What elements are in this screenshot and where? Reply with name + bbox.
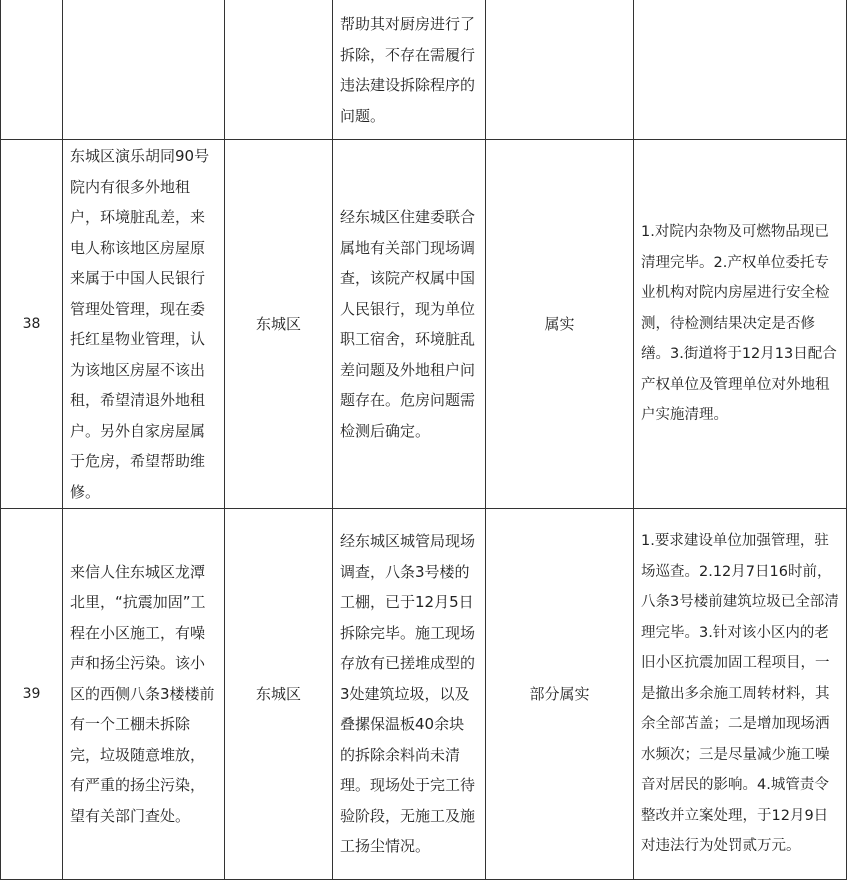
investigation-findings: 帮助其对厨房进行了拆除，不存在需履行违法建设拆除程序的问题。 [333,0,486,140]
row-number [1,0,63,140]
district: 东城区 [225,140,333,509]
verification-result: 属实 [486,140,634,509]
investigation-findings: 经东城区住建委联合属地有关部门现场调查，该院产权属中国人民银行，现为单位职工宿舍，环境脏乱差问题及外地租户问题存在。危房问题需检测后确定。 [333,140,486,509]
row-number: 38 [1,140,63,509]
complaint-content [63,0,225,140]
rectification-measures: 1.对院内杂物及可燃物品现已清理完毕。2.产权单位委托专业机构对院内房屋进行安全检测，待检测结果决定是否修缮。3.街道将于12月13日配合产权单位及管理单位对外地租户实施清理。 [634,140,847,509]
table-row [1,0,847,140]
complaint-content: 来信人住东城区龙潭北里，“抗震加固”工程在小区施工，有噪声和扬尘污染。该小区的西侧八条3楼楼前有一个工棚未拆除完，垃圾随意堆放，有严重的扬尘污染，望有关部门查处。 [63,509,225,880]
district [225,0,333,140]
table-row [1,509,847,880]
verification-result: 部分属实 [486,509,634,880]
table-row [1,140,847,509]
rectification-measures [634,0,847,140]
rectification-measures: 1.要求建设单位加强管理，驻场巡查。2.12月7日16时前，八条3号楼前建筑垃圾已全部清理完毕。3.针对该小区内的老旧小区抗震加固工程项目，一是撤出多余施工周转材料，其余全部苫盖；二是增加现场洒水频次；三是尽量减少施工噪音对居民的影响。4.城管责令整改并立案处理，于12月9日对违法行为处罚贰万元。 [634,509,847,880]
district: 东城区 [225,509,333,880]
row-number: 39 [1,509,63,880]
investigation-findings: 经东城区城管局现场调查，八条3号楼的工棚，已于12月5日拆除完毕。施工现场存放有已搓堆成型的3处建筑垃圾，以及叠摞保温板40余块的拆除余料尚未清理。现场处于完工待验阶段，无施工及施工扬尘情况。 [333,509,486,880]
verification-result [486,0,634,140]
complaint-content: 东城区演乐胡同90号院内有很多外地租户，环境脏乱差，来电人称该地区房屋原来属于中国人民银行管理处管理，现在委托红星物业管理，认为该地区房屋不该出租，希望清退外地租户。另外自家房屋属于危房，希望帮助维修。 [63,140,225,509]
